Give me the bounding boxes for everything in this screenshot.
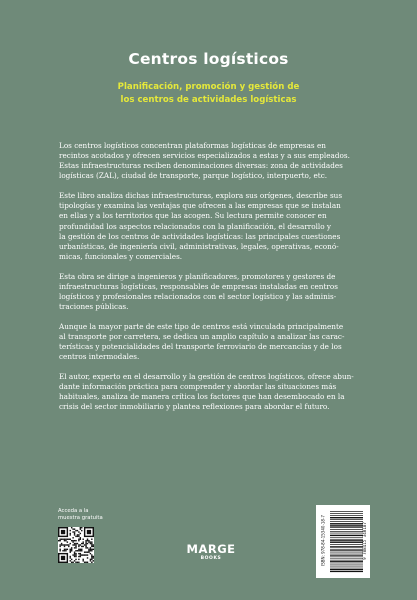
blurb-paragraph-4 — [59, 322, 371, 363]
text-line: la gestión de los centros de actividades logísticas: las principales cuestiones — [59, 231, 341, 241]
text-line: logísticas (ZAL), ciudad de transporte, parque logístico, interpuerto, etc. — [59, 171, 328, 181]
text-line: habituales, analiza de manera crítica los factores que han desembocado en la — [59, 392, 345, 402]
blurb-paragraph-3 — [59, 272, 371, 313]
sample-access-label — [58, 508, 103, 522]
subtitle-line: Planificación, promoción y gestión de — [117, 82, 300, 92]
text-line: Los centros logísticos concentran plataformas logísticas de empresas en — [59, 141, 326, 150]
text-line: Aunque la mayor parte de este tipo de centros está vinculada principalmente — [59, 321, 344, 331]
blurb — [59, 141, 371, 422]
qr-code[interactable] — [58, 527, 94, 563]
text-line: recintos acotados y ofrecen servicios especializados a estas y a sus empleados. — [59, 151, 350, 161]
text-line: El autor, experto en el desarrollo y la gestión de centros logísticos, ofrece abun- — [59, 371, 354, 381]
publisher-sub: BOOKS — [200, 556, 222, 561]
book-title: Centros logísticos — [128, 50, 289, 68]
text-line: tipologías y examina las ventajas que ofrecen a las empresas que se instalan — [59, 201, 341, 211]
text-line: dante información práctica para comprender y abordar las situaciones más — [59, 382, 337, 392]
text-line: micas, funcionales y comerciales. — [59, 252, 183, 262]
qr-code-icon — [58, 527, 94, 563]
blurb-paragraph-5 — [59, 372, 371, 413]
text-line: Esta obra se dirige a ingenieros y planificadores, promotores y gestores de — [59, 271, 336, 281]
access-line: Acceda a la — [58, 508, 89, 514]
text-line: al transporte por carretera, se dedica un amplio capítulo a analizar las carac- — [59, 332, 345, 341]
text-line: logísticos y profesionales relacionados con el sector logístico y las adminis- — [59, 292, 337, 302]
text-line: terísticas y potencialidades del transporte ferroviario de mercancías y de los — [59, 342, 342, 352]
text-line: centros intermodales. — [59, 352, 140, 362]
text-line: traciones públicas. — [59, 302, 129, 312]
text-line: crisis del sector inmobiliario y plantea reflexiones para abordar el futuro. — [59, 402, 330, 412]
text-line: en ellas y a los territorios que las acogen. Su lectura permite conocer en — [59, 211, 327, 221]
publisher-logo — [183, 543, 239, 573]
access-line: muestra gratuita — [58, 515, 103, 521]
text-line: urbanísticas, de ingeniería civil, administrativas, legales, operativas, econó- — [59, 241, 339, 251]
subtitle-line: los centros de actividades logísticas — [120, 95, 297, 105]
blurb-paragraph-2 — [59, 191, 371, 262]
text-line: infraestructuras logísticas, responsables de empresas instaladas en centros — [59, 281, 338, 291]
isbn-text: ISBN: 978-84-15340-18-7 — [320, 515, 326, 566]
publisher-name: MARGE — [186, 542, 236, 556]
text-line: Este libro analiza dichas infraestructuras, explora sus orígenes, describe sus — [59, 191, 343, 201]
barcode-digits: 9 788415 340187 — [362, 522, 367, 560]
book-subtitle — [0, 81, 417, 107]
text-line: Estas infraestructuras reciben denominaciones diversas: zona de actividades — [59, 161, 343, 171]
blurb-paragraph-1 — [59, 141, 371, 182]
barcode — [316, 505, 370, 578]
text-line: profundidad los aspectos relacionados con la planificación, el desarrollo y — [59, 221, 332, 231]
